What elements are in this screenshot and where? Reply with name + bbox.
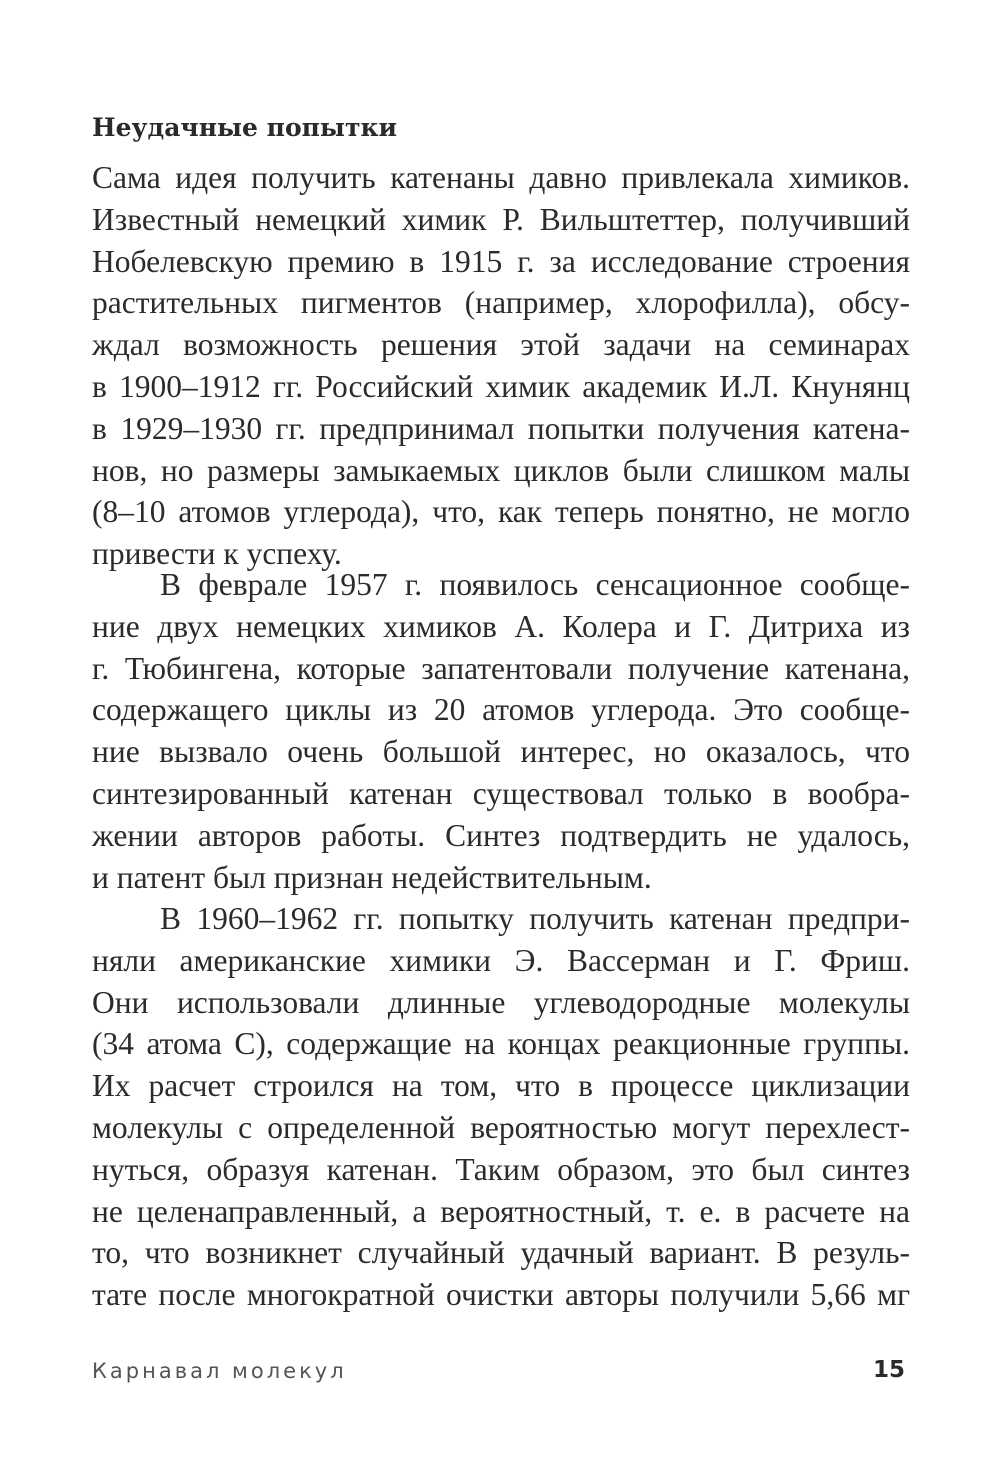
text-line: В 1960–1962 гг. попытку получить катенан предпри- <box>160 901 910 936</box>
text-line: ние двух немецких химиков А. Колера и Г. Дитриха из <box>92 608 910 644</box>
text-line: Их расчет строился на том, что в процессе циклизации <box>92 1068 910 1104</box>
text-line: няли американские химики Э. Вассерман и Г. Фриш. <box>92 942 910 978</box>
text-line: (34 атома С), содержащие на концах реакционные группы. <box>92 1026 910 1062</box>
paragraph-2 <box>92 564 910 898</box>
text-line: Сама идея получить катенаны давно привлекала химиков. <box>92 160 910 195</box>
text-line: в 1900–1912 гг. Российский химик академик И.Л. Кнунянц <box>92 368 910 404</box>
section-heading: Неудачные попытки <box>92 113 398 142</box>
paragraph-1 <box>92 157 910 575</box>
text-line: тате после многократной очистки авторы получили 5,66 мг <box>92 1277 910 1313</box>
text-line: в 1929–1930 гг. предпринимал попытки получения катена- <box>92 410 910 446</box>
text-line: молекулы с определенной вероятностью могут перехлест- <box>92 1109 910 1145</box>
paragraph-3 <box>92 898 910 1316</box>
page-number: 15 <box>872 1357 905 1383</box>
text-line: то, что возникнет случайный удачный вариант. В резуль- <box>92 1235 910 1271</box>
text-line: Они использовали длинные углеводородные молекулы <box>92 984 910 1020</box>
text-line: нуться, образуя катенан. Таким образом, это был синтез <box>92 1151 910 1187</box>
text-line: (8–10 атомов углерода), что, как теперь понятно, не могло <box>92 494 910 530</box>
text-line: и патент был признан недействительным. <box>92 859 652 895</box>
running-footer-title: Карнавал молекул <box>92 1359 347 1383</box>
text-line: привести к успеху. <box>92 536 342 572</box>
text-line: Нобелевскую премию в 1915 г. за исследование строения <box>92 243 910 279</box>
text-line: г. Тюбингена, которые запатентовали получение катенана, <box>92 650 910 686</box>
text-line: ние вызвало очень большой интерес, но оказалось, что <box>92 734 910 770</box>
text-line: нов, но размеры замыкаемых циклов были слишком малы <box>92 452 910 488</box>
text-line: синтезированный катенан существовал только в вообра- <box>92 775 910 811</box>
text-line: Известный немецкий химик Р. Вильштеттер, получивший <box>92 201 910 237</box>
text-line: ждал возможность решения этой задачи на семинарах <box>92 327 910 363</box>
text-line: не целенаправленный, а вероятностный, т. е. в расчете на <box>92 1193 910 1229</box>
text-line: В феврале 1957 г. появилось сенсационное сообще- <box>160 567 910 602</box>
text-line: содержащего циклы из 20 атомов углерода. Это сообще- <box>92 692 910 728</box>
text-line: растительных пигментов (например, хлорофилла), обсу- <box>92 285 910 321</box>
text-line: жении авторов работы. Синтез подтвердить не удалось, <box>92 817 910 853</box>
